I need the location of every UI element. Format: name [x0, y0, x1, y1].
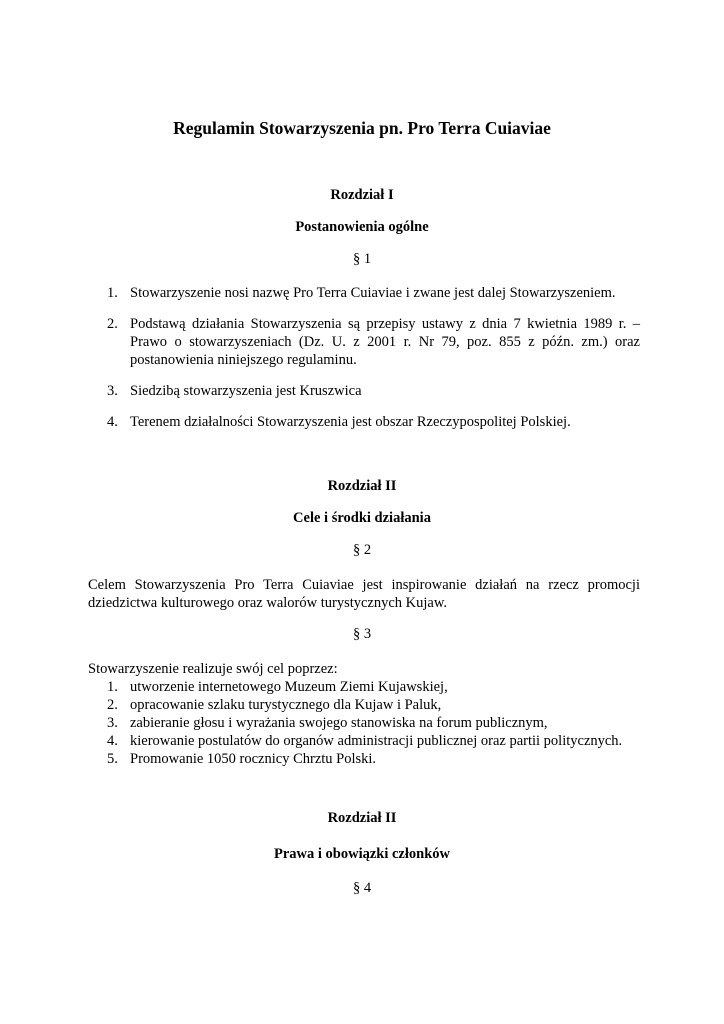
- list-item-text: Stowarzyszenie nosi nazwę Pro Terra Cuiaviae i zwane jest dalej Stowarzyszeniem.: [130, 285, 616, 301]
- section-3-mark: § 3: [352, 626, 372, 642]
- list-item-number: 4.: [107, 414, 118, 430]
- chapter-1-list: [88, 284, 640, 444]
- list-item-text: utworzenie internetowego Muzeum Ziemi Kujawskiej,: [130, 679, 448, 695]
- section-2-paragraph: Celem Stowarzyszenia Pro Terra Cuiaviae jest inspirowanie działań na rzecz promocji dziedzictwa kulturowego oraz walorów turystycznych Kujaw.: [88, 577, 640, 611]
- document-title: Regulamin Stowarzyszenia pn. Pro Terra Cuiaviae: [173, 118, 551, 138]
- list-item-number: 1.: [107, 679, 118, 695]
- list-item-text: Promowanie 1050 rocznicy Chrztu Polski.: [130, 751, 377, 767]
- chapter-1-label: Rozdział I: [330, 187, 394, 203]
- list-item-number: 3.: [107, 383, 118, 399]
- list-item: [88, 382, 640, 400]
- list-item: [88, 284, 640, 302]
- chapter-3-label: Rozdział II: [327, 810, 397, 826]
- chapter-2-heading: Cele i środki działania: [293, 510, 431, 526]
- section-1-mark: § 1: [352, 251, 372, 267]
- list-item-number: 2.: [107, 697, 118, 713]
- list-item-text: zabieranie głosu i wyrażania swojego stanowiska na forum publicznym,: [130, 715, 548, 731]
- list-item: [88, 678, 640, 696]
- chapter-2-label: Rozdział II: [327, 478, 397, 494]
- list-item-text: opracowanie szlaku turystycznego dla Kujaw i Paluk,: [130, 697, 442, 713]
- list-item: [88, 732, 640, 750]
- section-3-intro: Stowarzyszenie realizuje swój cel poprzez:: [88, 661, 338, 677]
- list-item-number: 1.: [107, 285, 118, 301]
- section-4-mark: § 4: [352, 880, 372, 896]
- list-item: [88, 750, 640, 768]
- list-item: [88, 315, 640, 369]
- list-item-number: 3.: [107, 715, 118, 731]
- list-item-number: 5.: [107, 751, 118, 767]
- list-item: [88, 696, 640, 714]
- chapter-1-heading: Postanowienia ogólne: [295, 219, 429, 235]
- list-item-text: Siedzibą stowarzyszenia jest Kruszwica: [130, 383, 362, 399]
- list-item-number: 2.: [107, 316, 118, 332]
- list-item-text: Podstawą działania Stowarzyszenia są przepisy ustawy z dnia 7 kwietnia 1989 r. – Prawo o stowarzyszeniach (Dz. U. z 2001 r. Nr 79, poz. 855 z późn. zm.) oraz postanowienia niniejszego regulaminu.: [130, 316, 640, 368]
- chapter-2-list: [88, 678, 640, 768]
- list-item: [88, 714, 640, 732]
- list-item-text: kierowanie postulatów do organów administracji publicznej oraz partii politycznych.: [130, 733, 623, 749]
- list-item: [88, 413, 640, 431]
- list-item-text: Terenem działalności Stowarzyszenia jest obszar Rzeczypospolitej Polskiej.: [130, 414, 571, 430]
- list-item-number: 4.: [107, 733, 118, 749]
- chapter-3-heading: Prawa i obowiązki członków: [273, 846, 450, 862]
- section-2-mark: § 2: [352, 542, 372, 558]
